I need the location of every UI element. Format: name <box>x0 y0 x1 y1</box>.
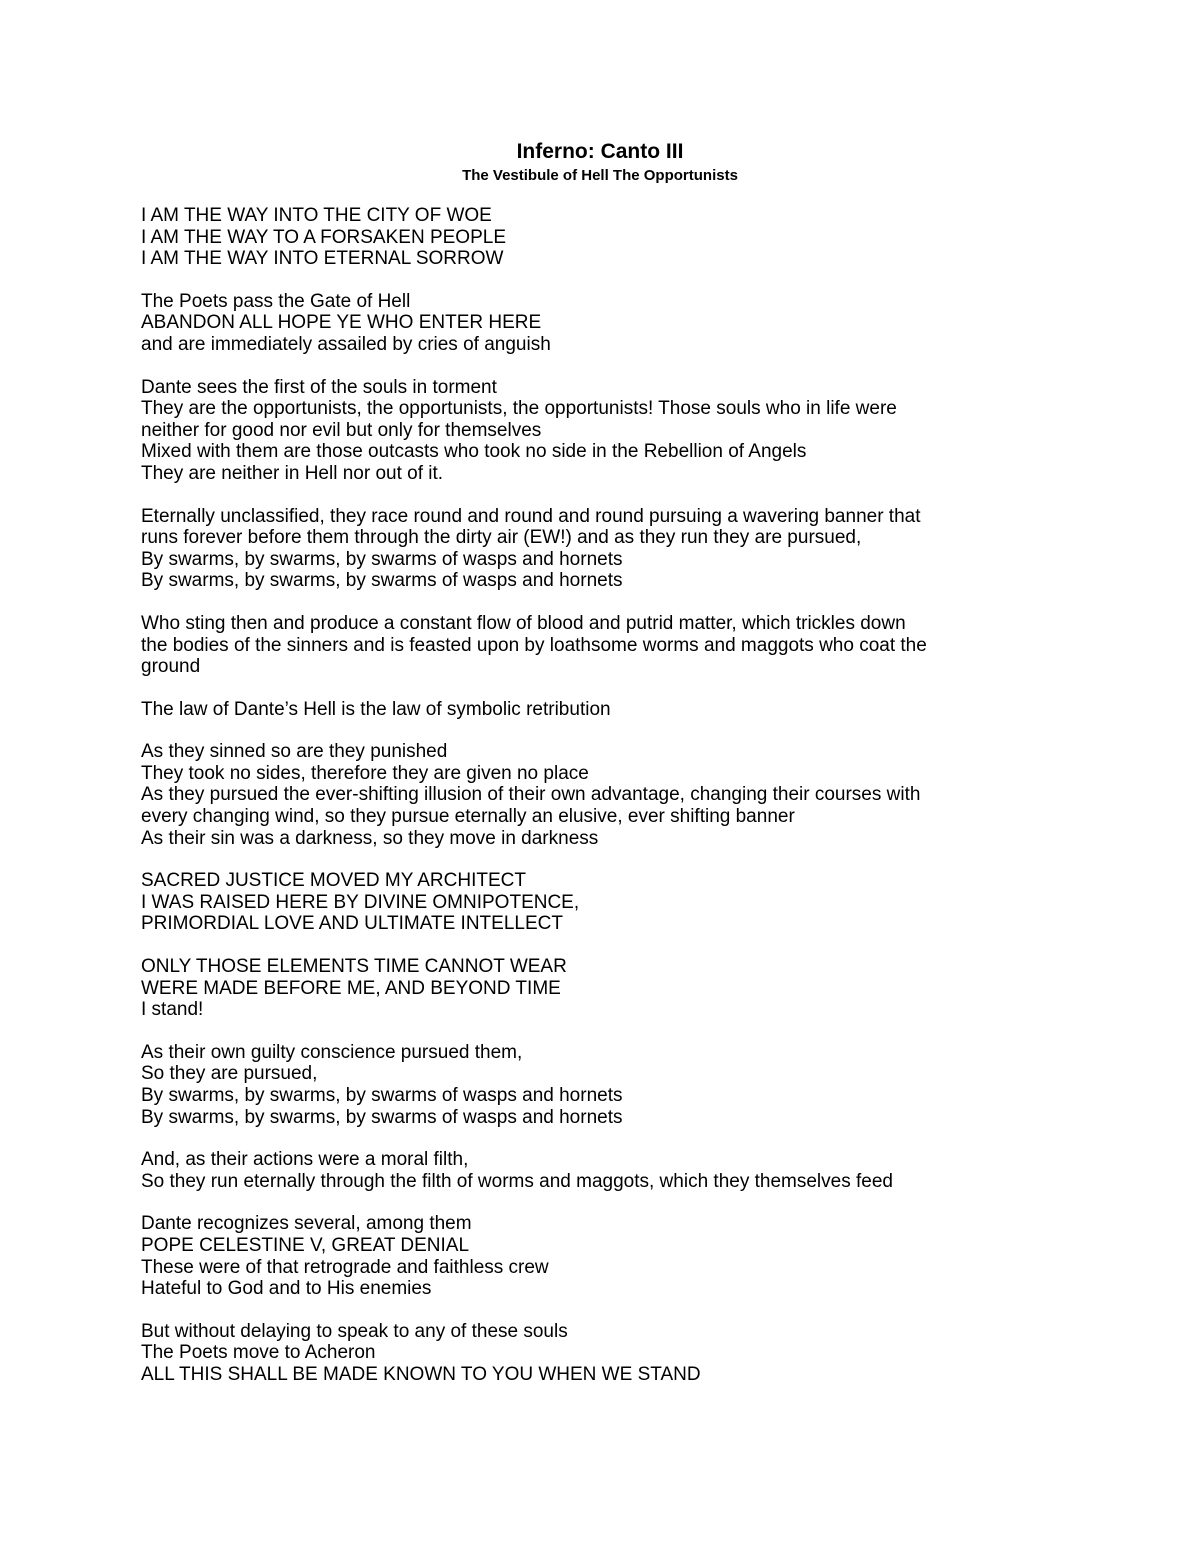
stanza <box>141 1149 1061 1192</box>
text-line: I AM THE WAY TO A FORSAKEN PEOPLE <box>141 226 506 248</box>
text-line: As their own guilty conscience pursued them, <box>141 1041 523 1063</box>
text-line: I stand! <box>141 999 204 1021</box>
text-line: By swarms, by swarms, by swarms of wasps and hornets <box>141 1085 623 1106</box>
text-line: They are the opportunists, the opportunists, the opportunists! Those souls who in life were <box>141 398 897 420</box>
text-line: As their sin was a darkness, so they move in darkness <box>141 827 599 849</box>
text-line: And, as their actions were a moral filth, <box>141 1149 469 1171</box>
document-subtitle: The Vestibule of Hell The Opportunists <box>462 167 738 184</box>
text-line: By swarms, by swarms, by swarms of wasps and hornets <box>141 548 623 570</box>
text-line: ONLY THOSE ELEMENTS TIME CANNOT WEAR <box>141 956 567 978</box>
text-line: But without delaying to speak to any of these souls <box>141 1320 568 1342</box>
text-line: ALL THIS SHALL BE MADE KNOWN TO YOU WHEN WE STAND <box>141 1363 701 1385</box>
text-line: PRIMORDIAL LOVE AND ULTIMATE INTELLECT <box>141 913 563 935</box>
stanza <box>141 613 1061 678</box>
document-body <box>141 205 1061 1407</box>
text-line: neither for good nor evil but only for themselves <box>141 419 542 441</box>
text-line: WERE MADE BEFORE ME, AND BEYOND TIME <box>141 977 561 999</box>
text-line: By swarms, by swarms, by swarms of wasps and hornets <box>141 1106 623 1128</box>
text-line: ABANDON ALL HOPE YE WHO ENTER HERE <box>141 312 542 334</box>
text-line: They are neither in Hell nor out of it. <box>141 462 444 484</box>
text-line: Who sting then and produce a constant flow of blood and putrid matter, which trickles down <box>141 612 906 634</box>
text-line: So they run eternally through the filth of worms and maggots, which they themselves feed <box>141 1170 893 1192</box>
text-line: As they sinned so are they punished <box>141 741 448 763</box>
text-line: Hateful to God and to His enemies <box>141 1278 432 1300</box>
document-title: Inferno: Canto III <box>516 140 684 163</box>
stanza <box>141 506 1061 592</box>
text-line: I AM THE WAY INTO ETERNAL SORROW <box>141 248 504 270</box>
text-line: Eternally unclassified, they race round and round and round pursuing a wavering banner that <box>141 505 921 527</box>
text-line: The law of Dante’s Hell is the law of symbolic retribution <box>141 698 611 720</box>
text-line: POPE CELESTINE V, GREAT DENIAL <box>141 1234 470 1256</box>
text-line: So they are pursued, <box>141 1063 318 1085</box>
text-line: The Poets move to Acheron <box>141 1342 376 1364</box>
text-line: I WAS RAISED HERE BY DIVINE OMNIPOTENCE, <box>141 891 580 913</box>
text-line: I AM THE WAY INTO THE CITY OF WOE <box>141 205 492 226</box>
text-line: ground <box>141 656 201 678</box>
stanza <box>141 956 1061 1021</box>
text-line: Dante sees the first of the souls in torment <box>141 376 497 398</box>
text-line: These were of that retrograde and faithless crew <box>141 1256 549 1278</box>
stanza <box>141 1321 1061 1386</box>
text-line: and are immediately assailed by cries of anguish <box>141 333 551 355</box>
stanza <box>141 205 1061 270</box>
text-line: SACRED JUSTICE MOVED MY ARCHITECT <box>141 870 526 892</box>
text-line: The Poets pass the Gate of Hell <box>141 290 411 312</box>
stanza <box>141 1042 1061 1128</box>
stanza <box>141 291 1061 356</box>
stanza <box>141 741 1061 849</box>
document-header <box>0 138 1200 186</box>
stanza <box>141 1213 1061 1299</box>
text-line: Dante recognizes several, among them <box>141 1213 472 1235</box>
text-line: They took no sides, therefore they are given no place <box>141 762 589 784</box>
text-line: As they pursued the ever-shifting illusion of their own advantage, changing their courses with <box>141 784 921 806</box>
stanza <box>141 377 1061 485</box>
text-line: By swarms, by swarms, by swarms of wasps and hornets <box>141 570 623 592</box>
stanza <box>141 870 1061 935</box>
text-line: every changing wind, so they pursue eternally an elusive, ever shifting banner <box>141 806 795 828</box>
text-line: the bodies of the sinners and is feasted upon by loathsome worms and maggots who coat the <box>141 634 927 656</box>
text-line: Mixed with them are those outcasts who took no side in the Rebellion of Angels <box>141 441 807 463</box>
text-line: runs forever before them through the dirty air (EW!) and as they run they are pursued, <box>141 527 862 549</box>
stanza <box>141 699 1061 721</box>
